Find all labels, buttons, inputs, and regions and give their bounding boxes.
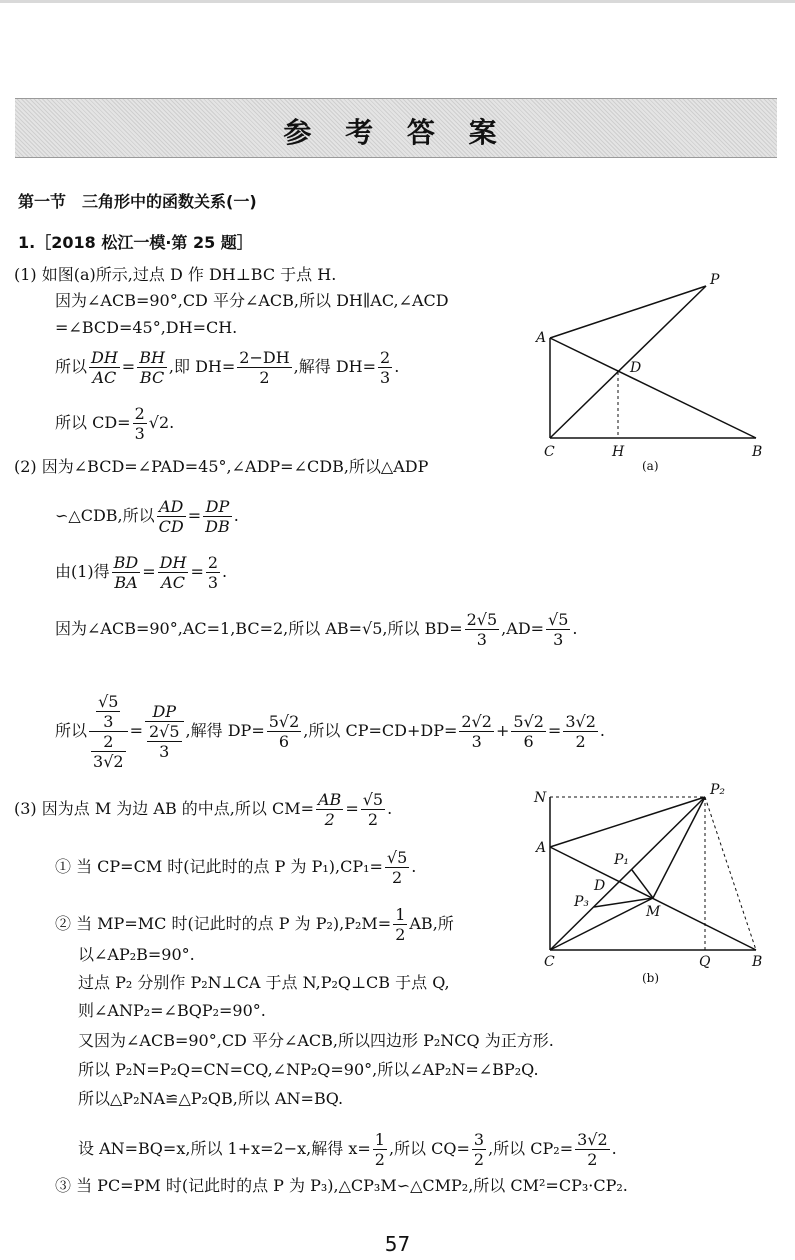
part3-case3: ③ 当 PC=PM 时(记此时的点 P 为 P₃),△CP₃M∽△CMP₂,所以 CM²=CP₃·CP₂. [55,1176,628,1195]
page-number: 57 [384,1232,411,1256]
label-H: H [612,444,625,460]
part2-line2: ∽△CDB,所以 $\frac{AD}{CD}$ = $\frac{DP}{DB}$ . [55,497,239,536]
answer-banner [15,98,777,158]
caption-a: (a) [642,459,659,473]
part3-line-j: 设 AN=BQ=x,所以 1+x=2−x,解得 x= $\frac{1}{2}$ ,所以 CQ= $\frac{3}{2}$ ,所以 CP₂= $\frac{3√2}{2}$ . [78,1130,617,1169]
part1-line5: 所以 CD= $\frac{2}{3}$ √2. [55,404,175,443]
label-N: N [534,790,547,806]
label-P1: P₁ [614,852,630,868]
label-C: C [544,954,555,970]
label-B: B [752,954,763,970]
label-A: A [536,330,547,346]
section-title: 第一节 三角形中的函数关系(一) [18,192,257,211]
label-M: M [646,904,661,920]
part2-line5: 所以 $\frac{\frac{√5}{3}}{\frac{2}{3√2}}$ = $\frac{DP}{\frac{2√5}{3}}$ ,解得 DP= $\frac{5√2}{6}$ ,所以 CP=CD+DP= $\frac{2√2}{3}$ + $\frac{5√2}{6}$ = $\frac{3√2}{2}$ . [55,692,605,771]
label-C: C [544,444,555,460]
part2-line4: 因为∠ACB=90°,AC=1,BC=2,所以 AB=√5,所以 BD= $\frac{2√5}{3}$ ,AD= $\frac{√5}{3}$ . [55,610,578,649]
caption-b: (b) [642,971,660,985]
banner-title: 参 考 答 案 [283,116,509,149]
label-B: B [752,444,763,460]
part3-line1: (3) 因为点 M 为边 AB 的中点,所以 CM= $\frac{AB}{2}$ = $\frac{√5}{2}$ . [14,790,393,829]
part1-line3: =∠BCD=45°,DH=CH. [55,318,238,337]
figure-b [528,780,778,990]
part3-line-f: 则∠ANP₂=∠BQP₂=90°. [78,1001,266,1020]
label-D: D [630,360,642,376]
part1-line1: (1) 如图(a)所示,过点 D 作 DH⊥BC 于点 H. [14,265,337,284]
part1-line4: 所以 $\frac{DH}{AC}$ = $\frac{BH}{BC}$ ,即 DH= $\frac{2-DH}{2}$ ,解得 DH= $\frac{2}{3}$ . [55,348,400,387]
label-D: D [594,878,606,894]
label-A: A [536,840,547,856]
part3-line-g: 又因为∠ACB=90°,CD 平分∠ACB,所以四边形 P₂NCQ 为正方形. [78,1031,554,1050]
part2-line3: 由(1)得 $\frac{BD}{BA}$ = $\frac{DH}{AC}$ = $\frac{2}{3}$ . [55,553,228,592]
label-P2: P₂ [710,782,726,798]
part3-line-h: 所以 P₂N=P₂Q=CN=CQ,∠NP₂Q=90°,所以∠AP₂N=∠BP₂Q. [78,1060,539,1079]
part2-line1: (2) 因为∠BCD=∠PAD=45°,∠ADP=∠CDB,所以△ADP [14,457,429,476]
figure-a [528,268,778,478]
part3-line-i: 所以△P₂NA≌△P₂QB,所以 AN=BQ. [78,1089,344,1108]
label-P3: P₃ [574,894,590,910]
label-P: P [710,272,720,288]
part3-case2: ② 当 MP=MC 时(记此时的点 P 为 P₂),P₂M= $\frac{1}{2}$ AB,所 [55,905,454,944]
part1-line2: 因为∠ACB=90°,CD 平分∠ACB,所以 DH∥AC,∠ACD [55,291,449,310]
label-Q: Q [699,954,711,970]
part3-case1: ① 当 CP=CM 时(记此时的点 P 为 P₁),CP₁= $\frac{√5}{2}$ . [55,848,417,887]
part3-line-e: 过点 P₂ 分别作 P₂N⊥CA 于点 N,P₂Q⊥CB 于点 Q, [78,973,450,992]
top-border [0,0,795,3]
part3-line-d: 以∠AP₂B=90°. [78,945,195,964]
problem-header: 1.［2018 松江一模·第 25 题］ [18,233,253,252]
